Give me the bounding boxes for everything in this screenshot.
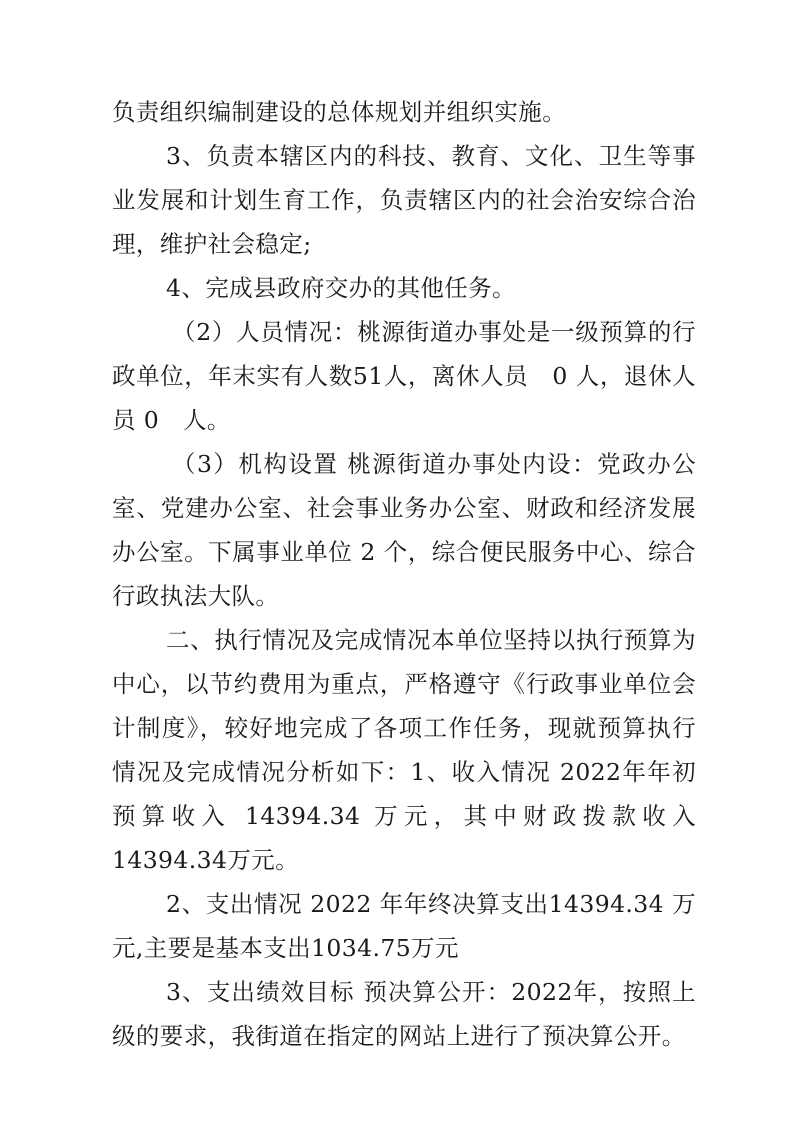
paragraph-execution: 二、执行情况及完成情况本单位坚持以执行预算为中心，以节约费用为重点，严格遵守《行政事业单位会计制度》，较好地完成了各项工作任务，现就预算执行情况及完成情况分析如下：1、收入情况 2022年年初预算收入 14394.34 万元，其中财政拨款收入 14394.34万元。 <box>112 626 696 874</box>
paragraph-item-3: 3、负责本辖区内的科技、教育、文化、卫生等事业发展和计划生育工作，负责辖区内的社会治安综合治理，维护社会稳定; <box>112 142 696 258</box>
paragraph-organization: （3）机构设置 桃源街道办事处内设：党政办公室、党建办公室、社会事业务办公室、财政和经济发展办公室。下属事业单位 2 个，综合便民服务中心、综合行政执法大队。 <box>112 450 696 610</box>
paragraph-performance: 3、支出绩效目标 预决算公开：2022年，按照上级的要求，我街道在指定的网站上进行了预决算公开。 <box>112 978 696 1050</box>
paragraph-staffing: （2）人员情况：桃源街道办事处是一级预算的行政单位，年末实有人数51人，离休人员 0 人，退休人员 0 人。 <box>112 318 696 434</box>
paragraph-expenditure: 2、支出情况 2022 年年终决算支出14394.34 万元,主要是基本支出1034.75万元 <box>112 890 696 962</box>
document-body <box>112 90 696 1058</box>
paragraph-continuation: 负责组织编制建设的总体规划并组织实施。 <box>112 98 567 126</box>
paragraph-item-4: 4、完成县政府交办的其他任务。 <box>166 274 516 302</box>
